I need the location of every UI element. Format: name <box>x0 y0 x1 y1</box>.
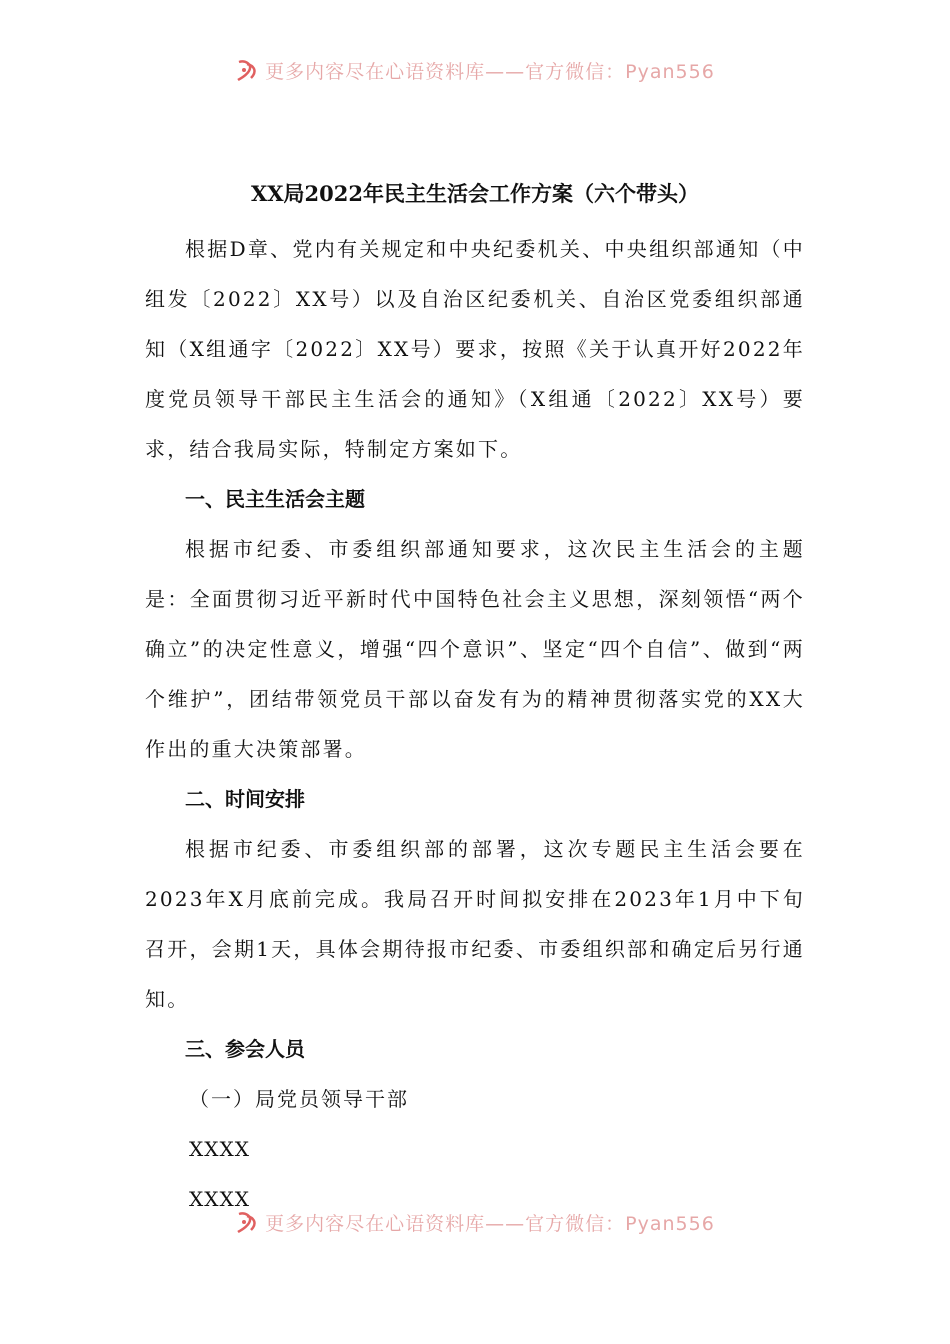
watermark-bottom <box>0 1208 950 1236</box>
participant-name: XXXX <box>189 1187 250 1211</box>
section-3-subheading: （一）局党员领导干部 <box>189 1087 409 1111</box>
intro-paragraph: 根据D章、党内有关规定和中央纪委机关、中央组织部通知（中组发〔2022〕XX号）以及自治区纪委机关、自治区党委组织部通知（X组通字〔2022〕XX号）要求，按照《关于认真开好2022年度党员领导干部民主生活会的通知》（X组通〔2022〕XX号）要求，结合我局实际，特制定方案如下。 <box>145 237 805 461</box>
section-3-heading: 三、参会人员 <box>185 1037 305 1061</box>
document-title: XX局2022年民主生活会工作方案（六个带头） <box>250 181 700 206</box>
section-2-body: 根据市纪委、市委组织部的部署，这次专题民主生活会要在2023年X月底前完成。我局召开时间拟安排在2023年1月中下旬召开，会期1天，具体会期待报市纪委、市委组织部和确定后另行通知。 <box>145 837 805 1011</box>
logo-icon <box>235 58 261 82</box>
document-page <box>145 174 805 1224</box>
section-2-heading: 二、时间安排 <box>185 787 305 811</box>
participant-name: XXXX <box>189 1137 250 1161</box>
watermark-text: 更多内容尽在心语资料库——官方微信：Pyan556 <box>265 1212 715 1235</box>
watermark-text: 更多内容尽在心语资料库——官方微信：Pyan556 <box>265 60 715 83</box>
section-1-body: 根据市纪委、市委组织部通知要求，这次民主生活会的主题是：全面贯彻习近平新时代中国特色社会主义思想，深刻领悟“两个确立”的决定性意义，增强“四个意识”、坚定“四个自信”、做到“两个维护”，团结带领党员干部以奋发有为的精神贯彻落实党的XX大作出的重大决策部署。 <box>145 537 805 761</box>
section-1-heading: 一、民主生活会主题 <box>185 487 365 511</box>
watermark-top <box>0 56 950 84</box>
logo-icon <box>235 1210 261 1234</box>
